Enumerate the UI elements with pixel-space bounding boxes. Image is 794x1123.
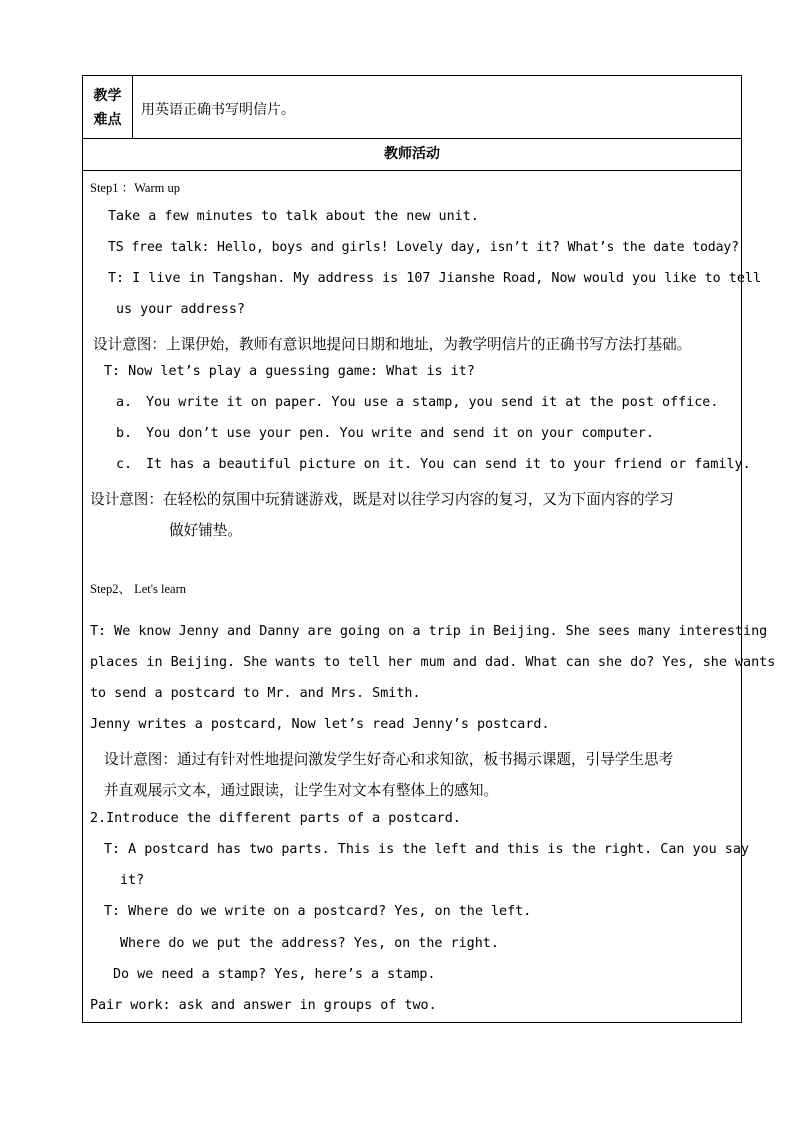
text-line: Where do we put the address? Yes, on the right.: [120, 936, 499, 951]
text-line: T: I live in Tangshan. My address is 107 Jianshe Road, Now would you like to tell: [108, 271, 762, 286]
design-intent-1: 设计意图：上课伊始，教师有意识地提问日期和地址，为教学明信片的正确书写方法打基础。: [93, 336, 692, 353]
text-line: Jenny writes a postcard, Now let’s read Jenny’s postcard.: [90, 717, 550, 732]
text-line: to send a postcard to Mr. and Mrs. Smith.: [90, 686, 421, 701]
text-line: T: We know Jenny and Danny are going on a trip in Beijing. She sees many interesting: [90, 624, 768, 639]
text-line: places in Beijing. She wants to tell her mum and dad. What can she do? Yes, she wants: [90, 655, 776, 670]
list-marker: a.: [116, 395, 133, 410]
list-item: You write it on paper. You use a stamp, you send it at the post office.: [146, 395, 719, 410]
difficulty-value: 用英语正确书写明信片。: [141, 102, 295, 118]
list-marker: b.: [116, 426, 133, 441]
design-intent-3-cont: 并直观展示文本，通过跟读，让学生对文本有整体上的感知。: [104, 782, 499, 799]
text-line: Pair work: ask and answer in groups of two.: [90, 998, 437, 1013]
design-intent-2: 设计意图：在轻松的氛围中玩猜谜游戏，既是对以往学习内容的复习，又为下面内容的学习: [90, 491, 674, 508]
text-line: Do we need a stamp? Yes, here’s a stamp.: [113, 967, 436, 982]
list-marker: c.: [116, 457, 133, 472]
text-line: T: Now let’s play a guessing game: What is it?: [104, 364, 475, 379]
text-line: us your address?: [116, 302, 245, 317]
difficulty-label-line-1: 教学: [93, 88, 122, 104]
difficulty-label-line-2: 难点: [93, 112, 122, 128]
lesson-table: [82, 75, 776, 1023]
difficulty-label: [83, 76, 133, 138]
design-intent-3: 设计意图：通过有针对性地提问激发学生好奇心和求知欲，板书揭示课题，引导学生思考: [104, 751, 674, 768]
difficulty-row: [83, 76, 741, 139]
text-line: T: Where do we write on a postcard? Yes, on the left.: [104, 904, 532, 919]
step2-heading: Step2、 Let's learn: [90, 582, 186, 596]
text-line: TS free talk: Hello, boys and girls! Lovely day, isn’t it? What’s the date today?: [108, 240, 739, 255]
text-line: Take a few minutes to talk about the new unit.: [108, 209, 479, 224]
section-title: 教师活动: [83, 139, 741, 171]
text-line: it?: [120, 873, 145, 888]
list-item: You don’t use your pen. You write and send it on your computer.: [146, 426, 654, 441]
text-line: T: A postcard has two parts. This is the left and this is the right. Can you say: [104, 842, 749, 857]
text-line: 2.Introduce the different parts of a postcard.: [90, 811, 461, 826]
step1-heading: Step1 ：Warm up: [90, 181, 180, 195]
design-intent-2-cont: 做好铺垫。: [169, 522, 242, 539]
list-item: It has a beautiful picture on it. You can send it to your friend or family.: [146, 457, 751, 472]
